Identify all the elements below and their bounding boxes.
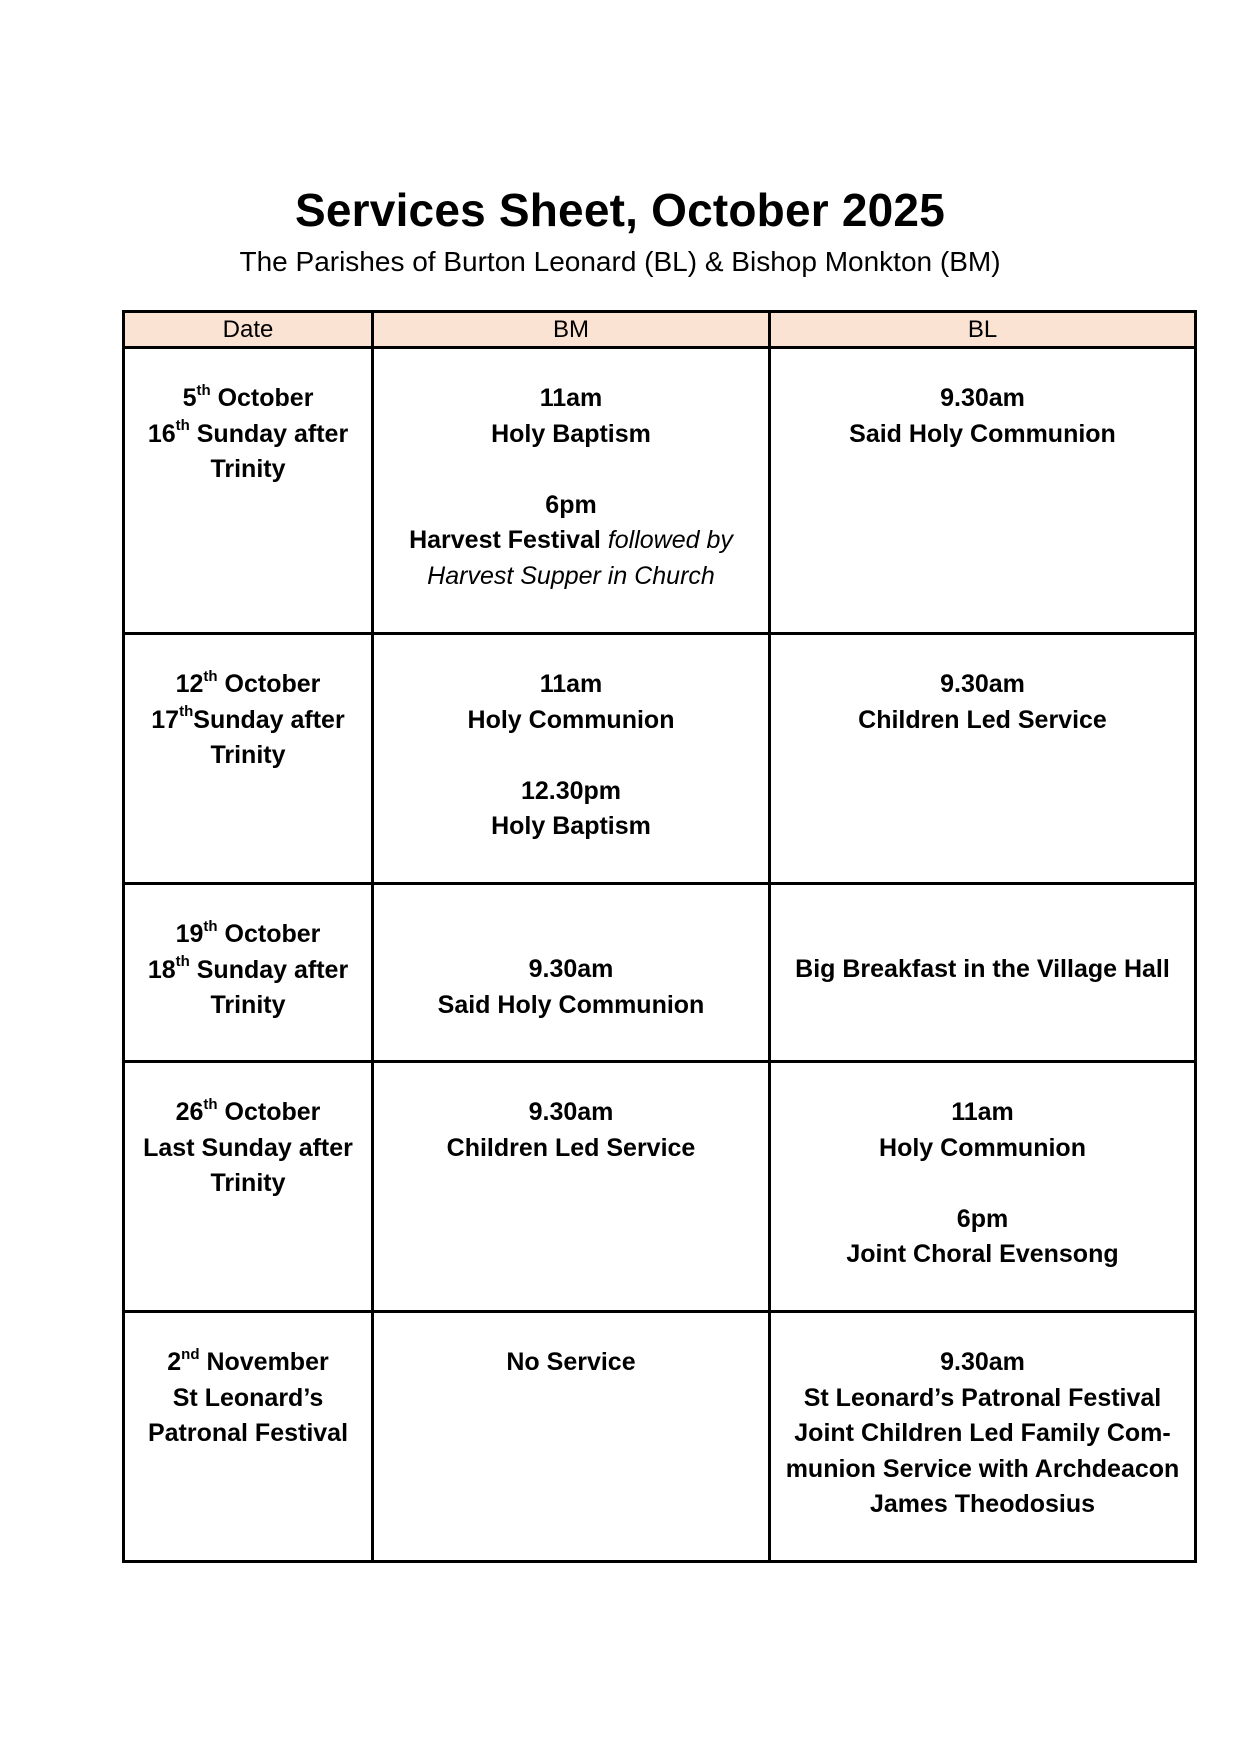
bl-cell <box>770 1062 1196 1312</box>
column-header-bm: BM <box>373 312 770 348</box>
service-name: St Leonard’s Patronal Festival <box>803 1383 1162 1412</box>
column-header-date: Date <box>124 312 373 348</box>
service-time: 11am <box>951 1098 1014 1126</box>
service-time: 6pm <box>545 490 597 519</box>
date-cell: 12th October 17thSunday after Trinity <box>124 634 373 884</box>
table-row <box>124 1312 1196 1562</box>
table-row <box>124 884 1196 1062</box>
service-name: Children Led Service <box>858 705 1107 734</box>
service-note: followed by <box>600 526 733 554</box>
service-name: Children Led Service <box>446 1133 696 1162</box>
service-time: 11am <box>539 384 603 412</box>
service-name: Said Holy Communion <box>849 419 1116 448</box>
service-name: Holy Communion <box>467 705 675 734</box>
bm-cell <box>373 1312 770 1562</box>
bl-cell <box>770 884 1196 1062</box>
column-header-bl: BL <box>770 312 1196 348</box>
service-name: Holy Baptism <box>491 419 651 448</box>
service-name: Joint Choral Evensong <box>846 1240 1119 1268</box>
bm-cell <box>373 634 770 884</box>
page-title: Services Sheet, October 2025 <box>295 184 945 236</box>
service-time: 12.30pm <box>520 776 622 805</box>
date-cell: 26th October Last Sunday after Trinity <box>124 1062 373 1312</box>
service-name: Said Holy Communion <box>437 990 705 1019</box>
service-time: 9.30am <box>528 1098 614 1126</box>
bm-cell <box>373 884 770 1062</box>
table-header-row <box>124 312 1196 348</box>
service-time: 6pm <box>956 1204 1009 1233</box>
service-name: Harvest Festival <box>409 526 601 554</box>
service-name: No Service <box>506 1348 636 1376</box>
bl-cell <box>770 634 1196 884</box>
bm-cell <box>373 1062 770 1312</box>
bm-cell <box>373 348 770 634</box>
service-time: 9.30am <box>528 955 614 983</box>
bl-cell <box>770 1312 1196 1562</box>
service-time: 9.30am <box>940 1348 1025 1376</box>
service-name: James Theodosius <box>869 1490 1096 1518</box>
service-name: Joint Children Led Family Com- <box>794 1419 1171 1447</box>
service-name: munion Service with Archdeacon <box>785 1454 1180 1483</box>
table-row <box>124 1062 1196 1312</box>
date-cell: 2nd November St Leonard’s Patronal Festival <box>124 1312 373 1562</box>
date-cell: 5th October 16th Sunday after Trinity <box>124 348 373 634</box>
service-name: Holy Baptism <box>491 812 651 840</box>
service-name: Big Breakfast in the Village Hall <box>795 955 1170 983</box>
table-row <box>124 634 1196 884</box>
bl-cell <box>770 348 1196 634</box>
service-time: 11am <box>539 670 603 698</box>
service-time: 9.30am <box>940 384 1025 412</box>
service-time: 9.30am <box>940 670 1025 698</box>
service-note: Harvest Supper in Church <box>427 561 715 590</box>
services-table <box>122 310 1197 1563</box>
service-name: Holy Communion <box>879 1133 1086 1162</box>
table-row <box>124 348 1196 634</box>
date-cell: 19th October 18th Sunday after Trinity <box>124 884 373 1062</box>
page-subtitle: The Parishes of Burton Leonard (BL) & Bishop Monkton (BM) <box>239 246 1001 277</box>
